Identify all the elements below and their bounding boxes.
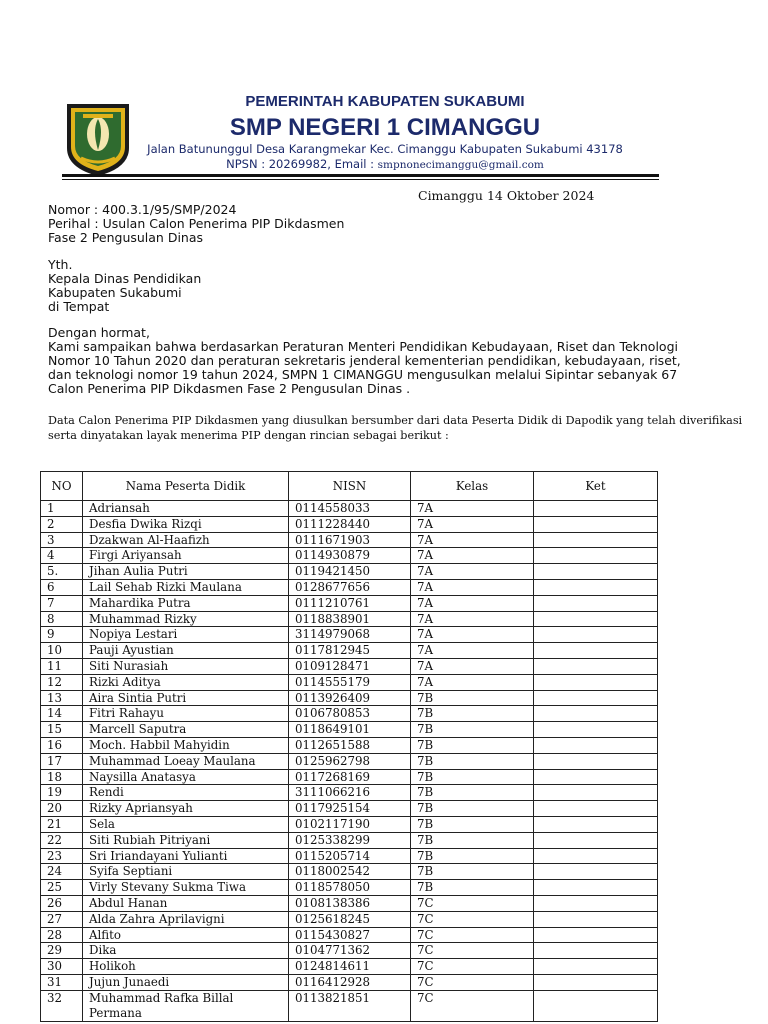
cell-ket: [534, 548, 658, 564]
cell-nisn: 0113926409: [289, 690, 411, 706]
kop-school-name: SMP NEGERI 1 CIMANGGU: [229, 114, 541, 141]
cell-nisn: 0111671903: [289, 532, 411, 548]
cell-name: Muhammad Rafka Billal Permana: [83, 990, 289, 1021]
cell-nisn: 0124814611: [289, 959, 411, 975]
kop-address: Jalan Batununggul Desa Karangmekar Kec. Cimanggu Kabupaten Sukabumi 43178: [147, 142, 623, 156]
cell-no: 5.: [41, 564, 83, 580]
kop-rule-thin: [62, 179, 659, 180]
cell-name: Sela: [83, 816, 289, 832]
cell-name: Aira Sintia Putri: [83, 690, 289, 706]
cell-name: Siti Rubiah Pitriyani: [83, 832, 289, 848]
table-row: [41, 737, 658, 753]
data-note: [48, 413, 743, 443]
note-line2: serta dinyatakan layak menerima PIP dengan rincian sebagai berikut :: [48, 429, 449, 442]
cell-no: 16: [41, 737, 83, 753]
cell-nisn: 0102117190: [289, 816, 411, 832]
cell-ket: [534, 627, 658, 643]
cell-nisn: 0114558033: [289, 501, 411, 517]
cell-no: 15: [41, 722, 83, 738]
letter-reference: [48, 203, 344, 245]
cell-no: 18: [41, 769, 83, 785]
cell-no: 12: [41, 674, 83, 690]
cell-ket: [534, 990, 658, 1021]
cell-kelas: 7A: [411, 627, 534, 643]
cell-kelas: 7B: [411, 753, 534, 769]
cell-no: 1: [41, 501, 83, 517]
cell-ket: [534, 880, 658, 896]
cell-no: 2: [41, 516, 83, 532]
cell-nisn: 0111228440: [289, 516, 411, 532]
cell-nisn: 0117925154: [289, 801, 411, 817]
cell-nisn: 0117812945: [289, 643, 411, 659]
cell-nisn: 0114555179: [289, 674, 411, 690]
header-ket: Ket: [534, 472, 658, 501]
letter-subject-line2: Fase 2 Pengusulan Dinas: [48, 230, 204, 245]
cell-nisn: 0119421450: [289, 564, 411, 580]
cell-kelas: 7A: [411, 548, 534, 564]
cell-ket: [534, 595, 658, 611]
body-line3: dan teknologi nomor 19 tahun 2024, SMPN 1 CIMANGGU mengusulkan melalui Sipintar sebanyak 67: [48, 367, 678, 382]
kop-email: smpnonecimanggu@gmail.com: [377, 159, 544, 171]
cell-nisn: 0118578050: [289, 880, 411, 896]
header-nisn: NISN: [289, 472, 411, 501]
greeting: Dengan hormat,: [48, 325, 150, 340]
cell-name: Adriansah: [83, 501, 289, 517]
cell-kelas: 7C: [411, 943, 534, 959]
cell-no: 6: [41, 579, 83, 595]
cell-kelas: 7A: [411, 516, 534, 532]
cell-name: Naysilla Anatasya: [83, 769, 289, 785]
cell-kelas: 7A: [411, 643, 534, 659]
cell-ket: [534, 501, 658, 517]
cell-name: Holikoh: [83, 959, 289, 975]
cell-name: Jujun Junaedi: [83, 974, 289, 990]
table-row: [41, 548, 658, 564]
cell-name: Rizky Apriansyah: [83, 801, 289, 817]
table-row: [41, 927, 658, 943]
cell-ket: [534, 785, 658, 801]
cell-no: 28: [41, 927, 83, 943]
cell-ket: [534, 674, 658, 690]
cell-no: 9: [41, 627, 83, 643]
table-row: [41, 643, 658, 659]
letter-date: Cimanggu 14 Oktober 2024: [418, 188, 595, 203]
cell-nisn: 3114979068: [289, 627, 411, 643]
table-row: [41, 579, 658, 595]
cell-kelas: 7A: [411, 658, 534, 674]
cell-name: Jihan Aulia Putri: [83, 564, 289, 580]
cell-name: Pauji Ayustian: [83, 643, 289, 659]
note-line1: Data Calon Penerima PIP Dikdasmen yang diusulkan bersumber dari data Peserta Didik di Dapodik yang telah diverifikasi: [48, 414, 743, 427]
cell-kelas: 7B: [411, 769, 534, 785]
cell-kelas: 7B: [411, 706, 534, 722]
cell-ket: [534, 564, 658, 580]
cell-name: Muhammad Loeay Maulana: [83, 753, 289, 769]
table-row: [41, 911, 658, 927]
recipient-line2: Kabupaten Sukabumi: [48, 285, 182, 300]
table-row: [41, 706, 658, 722]
cell-ket: [534, 927, 658, 943]
cell-no: 8: [41, 611, 83, 627]
cell-name: Firgi Ariyansah: [83, 548, 289, 564]
cell-kelas: 7B: [411, 737, 534, 753]
table-row: [41, 801, 658, 817]
cell-kelas: 7B: [411, 722, 534, 738]
cell-kelas: 7A: [411, 579, 534, 595]
cell-name: Syifa Septiani: [83, 864, 289, 880]
letter-subject: Perihal : Usulan Calon Penerima PIP Dikdasmen: [48, 216, 345, 231]
cell-ket: [534, 801, 658, 817]
table-row: [41, 564, 658, 580]
cell-name: Alfito: [83, 927, 289, 943]
cell-name: Desfia Dwika Rizqi: [83, 516, 289, 532]
cell-ket: [534, 690, 658, 706]
cell-nisn: 0115205714: [289, 848, 411, 864]
table-row: [41, 595, 658, 611]
table-row: [41, 959, 658, 975]
cell-kelas: 7C: [411, 911, 534, 927]
cell-ket: [534, 579, 658, 595]
cell-name: Marcell Saputra: [83, 722, 289, 738]
table-row: [41, 532, 658, 548]
table-row: [41, 722, 658, 738]
cell-kelas: 7C: [411, 974, 534, 990]
cell-kelas: 7A: [411, 674, 534, 690]
cell-kelas: 7C: [411, 927, 534, 943]
cell-kelas: 7A: [411, 501, 534, 517]
body-line4: Calon Penerima PIP Dikdasmen Fase 2 Pengusulan Dinas .: [48, 381, 411, 396]
header-kelas: Kelas: [411, 472, 534, 501]
cell-nisn: 0111210761: [289, 595, 411, 611]
cell-no: 17: [41, 753, 83, 769]
cell-name: Muhammad Rizky: [83, 611, 289, 627]
cell-no: 32: [41, 990, 83, 1021]
cell-ket: [534, 737, 658, 753]
cell-nisn: 0116412928: [289, 974, 411, 990]
cell-kelas: 7C: [411, 959, 534, 975]
cell-no: 10: [41, 643, 83, 659]
cell-name: Mahardika Putra: [83, 595, 289, 611]
cell-kelas: 7B: [411, 880, 534, 896]
table-row: [41, 501, 658, 517]
cell-kelas: 7B: [411, 832, 534, 848]
cell-no: 13: [41, 690, 83, 706]
cell-nisn: 0125338299: [289, 832, 411, 848]
cell-nisn: 0115430827: [289, 927, 411, 943]
cell-kelas: 7A: [411, 595, 534, 611]
cell-nisn: 3111066216: [289, 785, 411, 801]
cell-ket: [534, 911, 658, 927]
cell-nisn: 0125618245: [289, 911, 411, 927]
table-row: [41, 769, 658, 785]
cell-kelas: 7A: [411, 532, 534, 548]
cell-name: Dzakwan Al-Haafizh: [83, 532, 289, 548]
header-name: Nama Peserta Didik: [83, 472, 289, 501]
cell-kelas: 7A: [411, 564, 534, 580]
cell-name: Nopiya Lestari: [83, 627, 289, 643]
cell-ket: [534, 974, 658, 990]
cell-name: Abdul Hanan: [83, 895, 289, 911]
header-no: NO: [41, 472, 83, 501]
cell-no: 19: [41, 785, 83, 801]
cell-nisn: 0128677656: [289, 579, 411, 595]
body-line2: Nomor 10 Tahun 2020 dan peraturan sekretaris jenderal kementerian pendidikan, kebudayaan, riset,: [48, 353, 681, 368]
cell-nisn: 0108138386: [289, 895, 411, 911]
cell-name: Moch. Habbil Mahyidin: [83, 737, 289, 753]
cell-nisn: 0118002542: [289, 864, 411, 880]
cell-ket: [534, 643, 658, 659]
cell-nisn: 0104771362: [289, 943, 411, 959]
cell-kelas: 7C: [411, 895, 534, 911]
cell-ket: [534, 895, 658, 911]
cell-ket: [534, 959, 658, 975]
cell-nisn: 0125962798: [289, 753, 411, 769]
body-line1: Kami sampaikan bahwa berdasarkan Peraturan Menteri Pendidikan Kebudayaan, Riset dan Teknologi: [48, 339, 678, 354]
table-row: [41, 816, 658, 832]
cell-ket: [534, 722, 658, 738]
student-table: [40, 471, 658, 1022]
table-row: [41, 785, 658, 801]
cell-name: Siti Nurasiah: [83, 658, 289, 674]
kop-contact: [130, 157, 640, 171]
cell-no: 3: [41, 532, 83, 548]
table-row: [41, 990, 658, 1021]
cell-kelas: 7B: [411, 690, 534, 706]
cell-no: 25: [41, 880, 83, 896]
cell-name: Rizki Aditya: [83, 674, 289, 690]
cell-ket: [534, 516, 658, 532]
cell-no: 30: [41, 959, 83, 975]
kop-npsn: NPSN : 20269982, Email :: [226, 157, 378, 171]
table-body: [41, 501, 658, 1022]
table-row: [41, 753, 658, 769]
recipient-line1: Kepala Dinas Pendidikan: [48, 271, 202, 286]
table-row: [41, 895, 658, 911]
cell-no: 22: [41, 832, 83, 848]
cell-name: Virly Stevany Sukma Tiwa: [83, 880, 289, 896]
recipient-line3: di Tempat: [48, 299, 110, 314]
cell-kelas: 7C: [411, 990, 534, 1021]
cell-no: 27: [41, 911, 83, 927]
cell-nisn: 0112651588: [289, 737, 411, 753]
cell-no: 21: [41, 816, 83, 832]
cell-ket: [534, 532, 658, 548]
table-row: [41, 943, 658, 959]
table-row: [41, 832, 658, 848]
cell-kelas: 7A: [411, 611, 534, 627]
cell-ket: [534, 753, 658, 769]
cell-nisn: 0114930879: [289, 548, 411, 564]
cell-nisn: 0118838901: [289, 611, 411, 627]
cell-ket: [534, 611, 658, 627]
cell-kelas: 7B: [411, 864, 534, 880]
table-row: [41, 880, 658, 896]
cell-no: 29: [41, 943, 83, 959]
cell-kelas: 7B: [411, 816, 534, 832]
cell-no: 23: [41, 848, 83, 864]
cell-no: 7: [41, 595, 83, 611]
letter-body: [48, 326, 681, 396]
cell-ket: [534, 832, 658, 848]
letter-number: Nomor : 400.3.1/95/SMP/2024: [48, 202, 237, 217]
kabupaten-sukabumi-logo: [63, 100, 133, 178]
table-row: [41, 674, 658, 690]
cell-name: Lail Sehab Rizki Maulana: [83, 579, 289, 595]
recipient-salutation: Yth.: [48, 257, 73, 272]
table-row: [41, 627, 658, 643]
cell-ket: [534, 816, 658, 832]
table-row: [41, 658, 658, 674]
cell-ket: [534, 706, 658, 722]
cell-nisn: 0106780853: [289, 706, 411, 722]
letter-recipient: [48, 258, 201, 314]
cell-name: Alda Zahra Aprilavigni: [83, 911, 289, 927]
cell-no: 24: [41, 864, 83, 880]
cell-ket: [534, 864, 658, 880]
cell-ket: [534, 848, 658, 864]
cell-kelas: 7B: [411, 785, 534, 801]
cell-nisn: 0109128471: [289, 658, 411, 674]
kop-government: PEMERINTAH KABUPATEN SUKABUMI: [245, 93, 525, 110]
cell-nisn: 0113821851: [289, 990, 411, 1021]
cell-nisn: 0118649101: [289, 722, 411, 738]
table-row: [41, 848, 658, 864]
cell-no: 20: [41, 801, 83, 817]
cell-nisn: 0117268169: [289, 769, 411, 785]
cell-name: Dika: [83, 943, 289, 959]
cell-name: Rendi: [83, 785, 289, 801]
cell-kelas: 7B: [411, 848, 534, 864]
table-header-row: [41, 472, 658, 501]
cell-name: Sri Iriandayani Yulianti: [83, 848, 289, 864]
cell-name: Fitri Rahayu: [83, 706, 289, 722]
cell-no: 14: [41, 706, 83, 722]
table-row: [41, 864, 658, 880]
cell-ket: [534, 769, 658, 785]
kop-rule: [62, 174, 659, 177]
cell-kelas: 7B: [411, 801, 534, 817]
table-row: [41, 690, 658, 706]
table-row: [41, 611, 658, 627]
cell-no: 26: [41, 895, 83, 911]
cell-no: 31: [41, 974, 83, 990]
cell-no: 4: [41, 548, 83, 564]
table-row: [41, 516, 658, 532]
cell-no: 11: [41, 658, 83, 674]
cell-ket: [534, 943, 658, 959]
cell-ket: [534, 658, 658, 674]
table-row: [41, 974, 658, 990]
